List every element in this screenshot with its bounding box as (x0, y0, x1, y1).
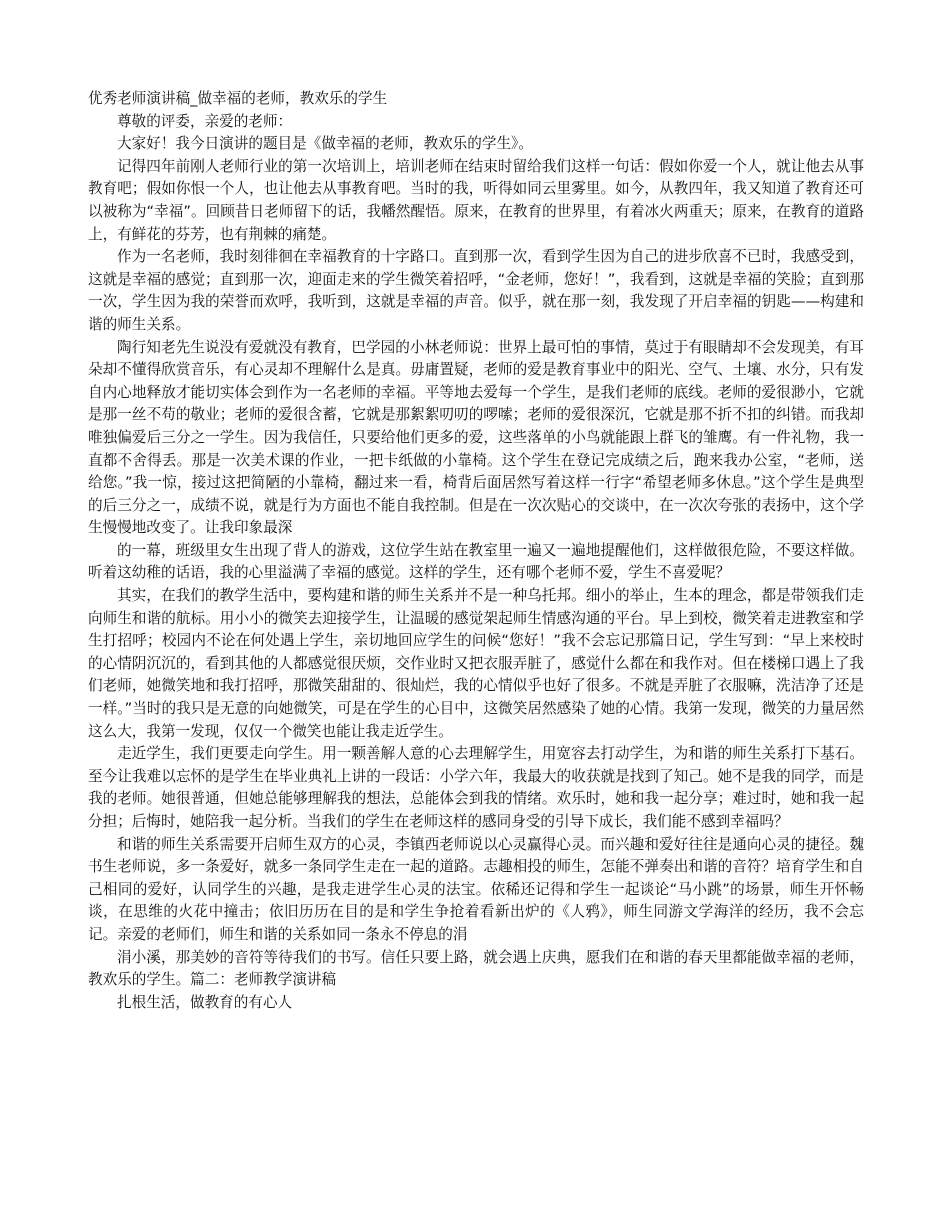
paragraph-body: 的一幕，班级里女生出现了背人的游戏，这位学生站在教室里一遍又一遍地提醒他们，这样做很危险，不要这样做。听着这幼稚的话语，我的心里溢满了幸福的感觉。这样的学生，还有哪个老师不爱，学生不喜爱呢？ (88, 541, 864, 582)
section-heading: 扎根生活，做教育的有心人 (117, 993, 293, 1011)
paragraph-body: 涓小溪，那美妙的音符等待我们的书写。信任只要上路，就会遇上庆典，愿我们在和谐的春天里都能做幸福的老师，教欢乐的学生。篇二：老师教学演讲稿 (88, 948, 864, 989)
paragraph-body: 记得四年前刚人老师行业的第一次培训上，培训老师在结束时留给我们这样一句话：假如你爱一个人，就让他去从事教育吧；假如你恨一个人，也让他去从事教育吧。当时的我，听得如同云里雾里。如今，从教四年，我又知道了教育还可以被称为“幸福”。回顾昔日老师留下的话，我幡然醒悟。原来，在教育的世界里，有着冰火两重天；原来，在教育的道路上，有鲜花的芬芳，也有荆棘的痛楚。 (88, 157, 864, 243)
paragraph-body: 其实，在我们的教学生活中，要构建和谐的师生关系并不是一种乌托邦。细小的举止，生本的理念，都是带领我们走向师生和谐的航标。用小小的微笑去迎接学生，让温暖的感觉架起师生情感沟通的平台。早上到校，微笑着走进教室和学生打招呼；校园内不论在何处遇上学生，亲切地回应学生的问候“您好！”我不会忘记那篇日记，学生写到：“早上来校时的心情阴沉沉的，看到其他的人都感觉很厌烦，交作业时又把衣服弄脏了，感觉什么都在和我作对。但在楼梯口遇上了我们老师，她微笑地和我打招呼，那微笑甜甜的、很灿烂，我的心情似乎也好了很多。不就是弄脏了衣服嘛，洗洁净了还是一样。”当时的我只是无意的向她微笑，可是在学生的心目中，这微笑居然感染了她的心情。我第一发现，微笑的力量居然这么大，我第一发现，仅仅一个微笑也能让我走近学生。 (88, 587, 864, 740)
paragraph-body: 和谐的师生关系需要开启师生双方的心灵，李镇西老师说以心灵赢得心灵。而兴趣和爱好往往是通向心灵的捷径。魏书生老师说，多一条爱好，就多一条同学生走在一起的道路。志趣相投的师生，怎能不弹奏出和谐的音符？培育学生和自己相同的爱好，认同学生的兴趣，是我走进学生心灵的法宝。依稀还记得和学生一起谈论“马小跳”的场景，师生开怀畅谈，在思维的火花中撞击；依旧历历在目的是和学生争抢着看新出炉的《人鸦》，师生同游文学海洋的经历，我不会忘记。亲爱的老师们，师生和谐的关系如同一条永不停息的涓 (88, 835, 864, 943)
paragraph-salutation: 尊敬的评委，亲爱的老师： (117, 112, 293, 130)
paragraph-body: 走近学生，我们更要走向学生。用一颗善解人意的心去理解学生，用宽容去打动学生，为和谐的师生关系打下基石。至今让我难以忘怀的是学生在毕业典礼上讲的一段话：小学六年，我最大的收获就是找到了知己。她不是我的同学，而是我的老师。她很普通，但她总能够理解我的想法，总能体会到我的情绪。欢乐时，她和我一起分享；难过时，她和我一起分担；后悔时，她陪我一起分析。当我们的学生在老师这样的感同身受的引导下成长，我们能不感到幸福吗？ (88, 745, 864, 830)
paragraph-body: 作为一名老师，我时刻徘徊在幸福教育的十字路口。直到那一次，看到学生因为自己的进步欣喜不已时，我感受到，这就是幸福的感觉；直到那一次，迎面走来的学生微笑着招呼，“金老师，您好！”，我看到，这就是幸福的笑脸；直到那一次，学生因为我的荣誉而欢呼，我听到，这就是幸福的声音。似乎，就在那一刻，我发现了开启幸福的钥匙——构建和谐的师生关系。 (88, 248, 864, 333)
document-title: 优秀老师演讲稿_做幸福的老师，教欢乐的学生 (88, 90, 388, 107)
paragraph-body: 陶行知老先生说没有爱就没有教育，巴学园的小林老师说：世界上最可怕的事情，莫过于有眼睛却不会发现美，有耳朵却不懂得欣赏音乐，有心灵却不理解什么是真。毋庸置疑，老师的爱是教育事业中的阳光、空气、土壤、水分，只有发自内心地释放才能切实体会到作为一名老师的幸福。平等地去爱每一个学生，是我们老师的底线。老师的爱很渺小，它就是那一丝不苟的敬业；老师的爱很含蓄，它就是那絮絮叨叨的啰嗦；老师的爱很深沉，它就是那不折不扣的纠错。而我却唯独偏爱后三分之一学生。因为我信任，只要给他们更多的爱，这些落单的小鸟就能跟上群飞的雏鹰。有一件礼物，我一直都不舍得丢。那是一次美术课的作业，一把卡纸做的小靠椅。这个学生在登记完成绩之后，跑来我办公室，“老师，送给您。”我一惊，接过这把简陋的小靠椅，翻过来一看，椅背后面居然写着这样一行字“希望老师多休息。”这个学生是典型的后三分之一，成绩不说，就是行为方面也不能自我控制。但是在一次次贴心的交谈中，在一次次夸张的表扬中，这个学生慢慢地改变了。让我印象最深 (88, 338, 864, 537)
document-page (88, 88, 864, 1014)
paragraph-greeting: 大家好！我今日演讲的题目是《做幸福的老师，教欢乐的学生》。 (117, 135, 533, 153)
